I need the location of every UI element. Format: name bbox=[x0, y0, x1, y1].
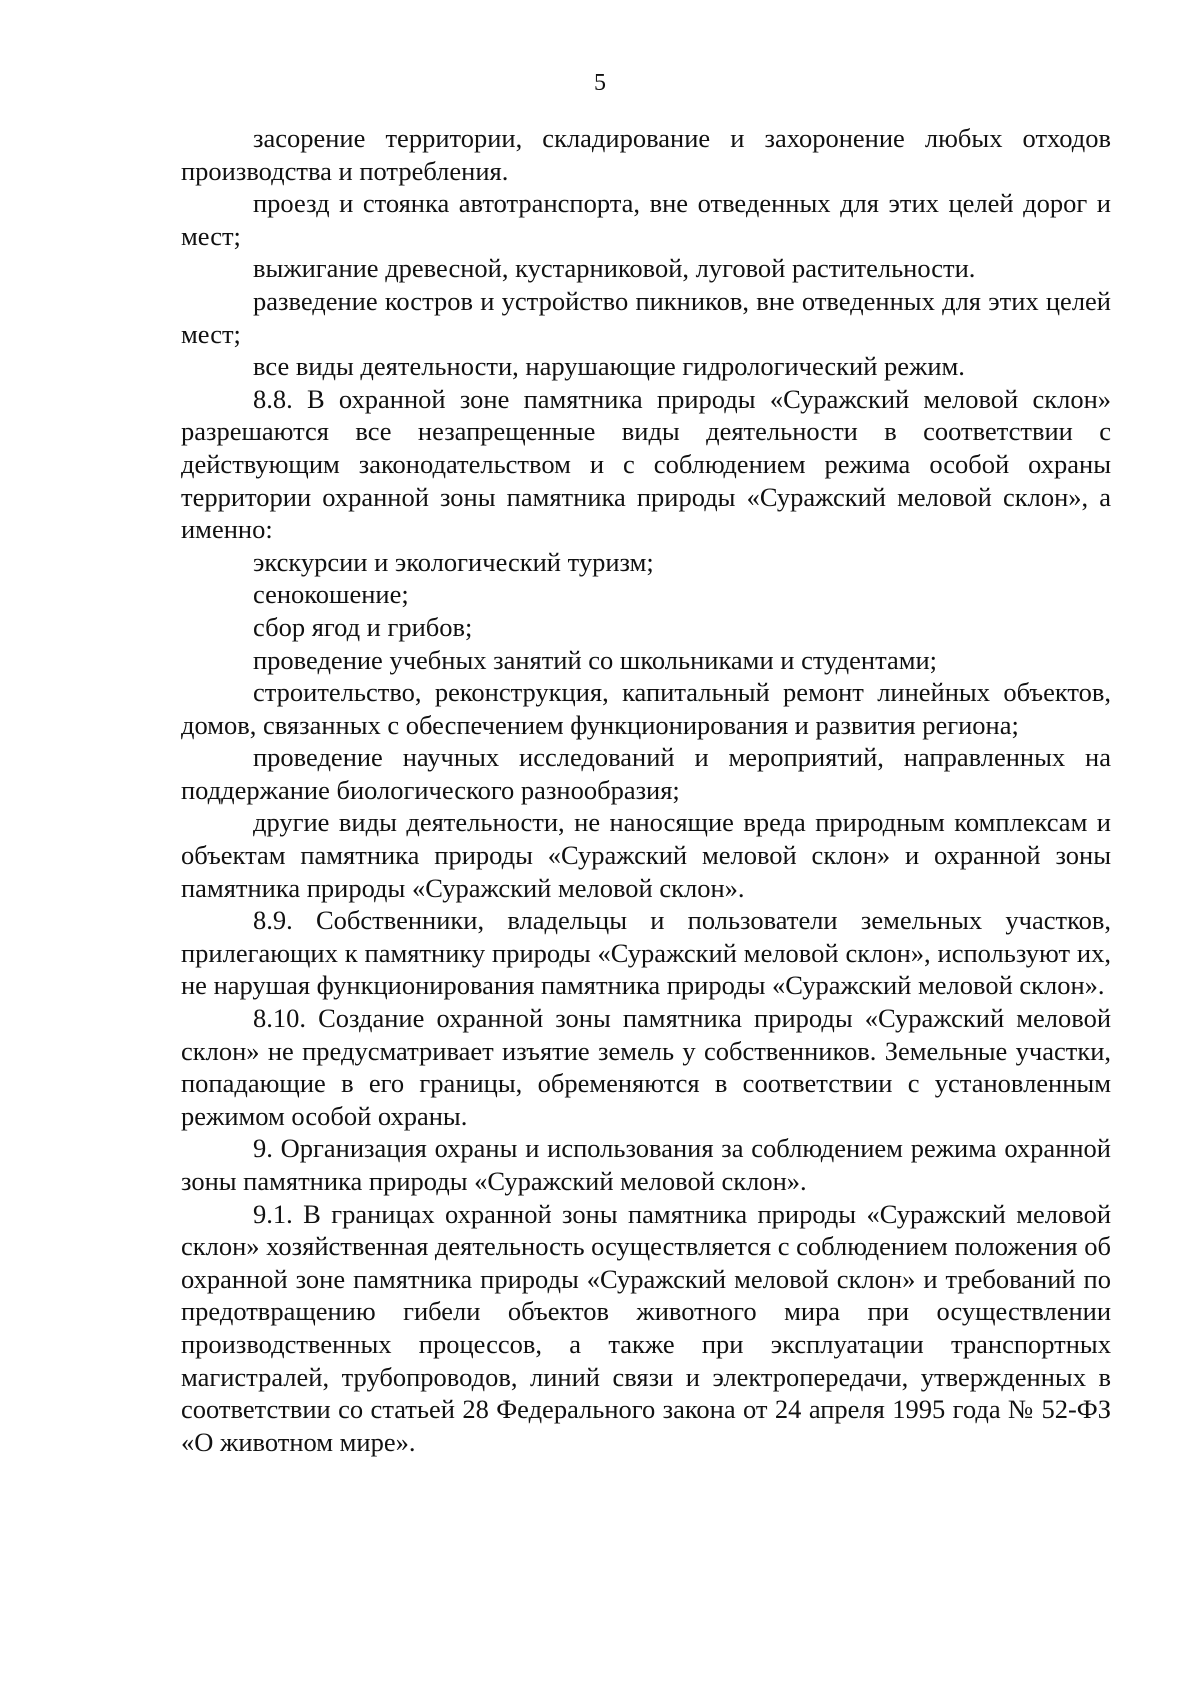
paragraph-other-activities: другие виды деятельности, не наносящие вреда природным комплексам и объектам памятника природы «Суражский меловой склон» и охранной зоны памятника природы «Суражский меловой склон». bbox=[181, 807, 1111, 903]
paragraph-section-8-9: 8.9. Собственники, владельцы и пользователи земельных участков, прилегающих к памятнику природы «Суражский меловой склон», используют их, не нарушая функционирования памятника природы «Суражский меловой склон». bbox=[181, 905, 1111, 1001]
paragraph-burning-vegetation: выжигание древесной, кустарниковой, луговой растительности. bbox=[253, 253, 976, 284]
document-body bbox=[181, 122, 1111, 1458]
paragraph-hydrological-regime: все виды деятельности, нарушающие гидрологический режим. bbox=[253, 351, 965, 382]
paragraph-section-9: 9. Организация охраны и использования за соблюдением режима охранной зоны памятника природы «Суражский меловой склон». bbox=[181, 1133, 1111, 1196]
paragraph-excursions: экскурсии и экологический туризм; bbox=[253, 546, 654, 577]
paragraph-campfires: разведение костров и устройство пикников, вне отведенных для этих целей мест; bbox=[181, 285, 1111, 349]
paragraph-section-8-10: 8.10. Создание охранной зоны памятника природы «Суражский меловой склон» не предусматривает изъятие земель у собственников. Земельные участки, попадающие в его границы, обременяются в соответствии с установленным режимом особой охраны. bbox=[181, 1003, 1111, 1131]
paragraph-berries-mushrooms: сбор ягод и грибов; bbox=[253, 611, 473, 642]
paragraph-littering: засорение территории, складирование и захоронение любых отходов производства и потребления. bbox=[181, 123, 1111, 186]
paragraph-educational-classes: проведение учебных занятий со школьниками и студентами; bbox=[253, 644, 938, 675]
paragraph-research: проведение научных исследований и мероприятий, направленных на поддержание биологического разнообразия; bbox=[181, 742, 1111, 805]
paragraph-construction: строительство, реконструкция, капитальный ремонт линейных объектов, домов, связанных с обеспечением функционирования и развития региона; bbox=[181, 677, 1111, 740]
paragraph-haymaking: сенокошение; bbox=[253, 579, 409, 610]
paragraph-section-8-8: 8.8. В охранной зоне памятника природы «Суражский меловой склон» разрешаются все незапрещенные виды деятельности в соответствии с действующим законодательством и с соблюдением режима особой охраны территории охранной зоны памятника природы «Суражский меловой склон», а именно: bbox=[181, 383, 1111, 545]
paragraph-section-9-1: 9.1. В границах охранной зоны памятника природы «Суражский меловой склон» хозяйственная деятельность осуществляется с соблюдением положения об охранной зоне памятника природы «Суражский меловой склон» и требований по предотвращению гибели объектов животного мира при осуществлении производственных процессов, а также при эксплуатации транспортных магистралей, трубопроводов, линий связи и электропередачи, утвержденных в соответствии со статьей 28 Федерального закона от 24 апреля 1995 года № 52-ФЗ «О животном мире». bbox=[181, 1198, 1111, 1457]
page-number: 5 bbox=[594, 70, 606, 96]
paragraph-vehicle-parking: проезд и стоянка автотранспорта, вне отведенных для этих целей дорог и мест; bbox=[181, 188, 1111, 251]
